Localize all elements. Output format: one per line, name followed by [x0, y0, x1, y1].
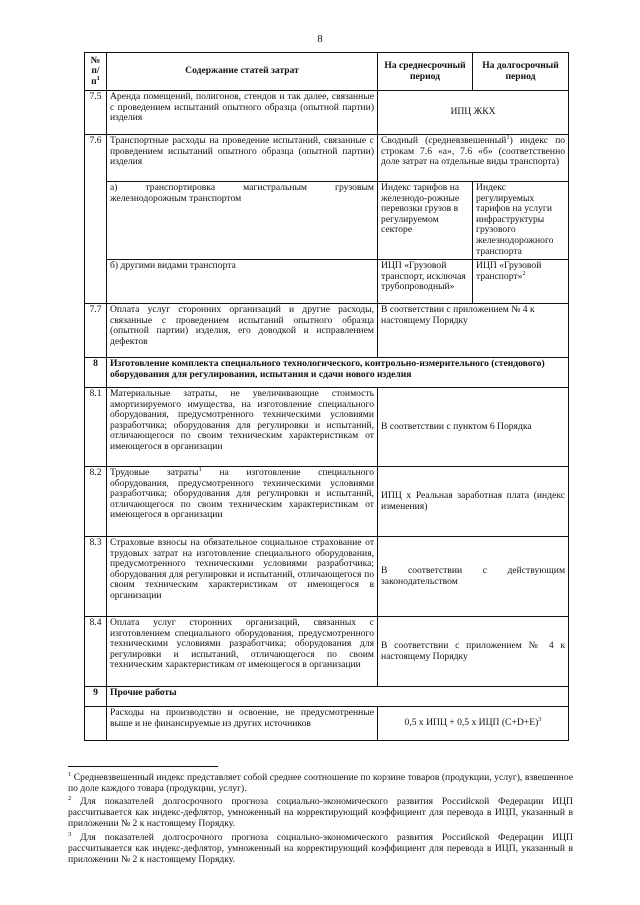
row-value: 0,5 x ИПЦ + 0,5 x ИЦП $(С+D+E)^3$ — [378, 707, 569, 741]
row-value: ИПЦ ЖКХ — [378, 91, 569, 135]
row-value: В соответствии с приложением № 4 к настоящему Порядку — [378, 304, 569, 358]
table-row — [85, 304, 569, 358]
row-number: 7.5 — [85, 91, 107, 135]
row-text: Оплата услуг сторонних организаций и другие расходы, связанные с проведением испытаний опытного образца (опытной партии) изделия, его доводкой и исправлением дефектов — [107, 304, 378, 358]
footnote-2: $^2$ Для показателей долгосрочного прогноза социально-экономического развития Российской Федерации ИЦП рассчитывается как индекс-дефлятор, умноженный на корректирующий коэффициент для перевода в ИЦП, указанный в приложении № 2 к настоящему Порядку. — [68, 794, 573, 829]
table-row — [85, 388, 569, 467]
row-text: Транспортные расходы на проведение испытаний, связанные с проведением испытаний опытного образца (опытной партии) изделия — [107, 135, 378, 182]
row-number: 7.6 — [85, 135, 107, 304]
footnote-3: $^3$ Для показателей долгосрочного прогноза социально-экономического развития Российской Федерации ИЦП рассчитывается как индекс-дефлятор, умноженный на корректирующий коэффициент для перевода в ИЦП, указанный в приложении № 2 к настоящему Порядку. — [68, 830, 573, 865]
row-value: Сводный (средневзвешенный$^1$) индекс по строкам 7.6 «а», 7.6 «б» (соответственно доле затрат на отдельные виды транспорта) — [378, 135, 569, 182]
row-text: Материальные затраты, не увеличивающие стоимость амортизируемого имущества, на изготовление специального оборудования, предусмотренного техническими условиями разработчика; оборудования для регулировки и испытаний, отличающегося по своим техническим характеристикам от имеющегося в организации — [107, 388, 378, 467]
table-row — [85, 135, 569, 182]
row-value: В соответствии с действующим законодательством — [378, 537, 569, 617]
table-row — [85, 467, 569, 537]
row-text: Расходы на производство и освоение, не предусмотренные выше и не финансируемые из других источников — [107, 707, 378, 741]
table-header-row — [85, 53, 569, 91]
page-number: 8 — [317, 33, 323, 45]
row-value-mid: Индекс тарифов на железнодо-рожные перевозки грузов в регулируемом секторе — [378, 182, 473, 260]
row-text: Аренда помещений, полигонов, стендов и так далее, связанные с проведением испытаний опытного образца (опытной партии) изделия — [107, 91, 378, 135]
header-num: № $п/п^1$ — [85, 53, 107, 91]
row-number: 9 — [85, 687, 107, 707]
row-value-mid: ИЦП «Грузовой транспорт, исключая трубопроводный» — [378, 260, 473, 304]
row-value: В соответствии с приложением № 4 к настоящему Порядку — [378, 617, 569, 687]
table-row — [85, 537, 569, 617]
table-row — [85, 182, 569, 260]
row-text: Страховые взносы на обязательное социальное страхование от трудовых затрат на изготовление специального оборудования, предусмотренного техническими условиями разработчика; оборудования для регулировки и испытаний, отличающегося по своим техническим характеристикам от имеющегося в организации — [107, 537, 378, 617]
footnote-divider — [68, 766, 218, 767]
row-number: 8.1 — [85, 388, 107, 467]
section-row — [85, 358, 569, 388]
cost-table — [84, 52, 569, 741]
table-row — [85, 260, 569, 304]
section-title: Прочие работы — [107, 687, 569, 707]
row-value: В соответствии с пунктом 6 Порядка — [378, 388, 569, 467]
header-long-term: На долгосрочный период — [473, 53, 569, 91]
row-number: 7.7 — [85, 304, 107, 358]
header-mid-term: На среднесрочный период — [378, 53, 473, 91]
row-text: а) транспортировка магистральным грузовым железнодорожным транспортом — [107, 182, 378, 260]
section-title: Изготовление комплекта специального технологического, контрольно-измерительного (стендового) оборудования для регулирования, испытания и сдачи нового изделия — [107, 358, 569, 388]
table-row — [85, 707, 569, 741]
row-number — [85, 707, 107, 741]
row-value: ИПЦ x Реальная заработная плата (индекс изменения) — [378, 467, 569, 537]
row-text: Оплата услуг сторонних организаций, связанных с изготовлением специального оборудования, предусмотренного техническими условиями разработчика; оборудования для регулировки и испытаний, отличающегося по своим техническим характеристикам от имеющегося в организации — [107, 617, 378, 687]
row-value-long: ИЦП «Грузовой транспорт»$^2$ — [473, 260, 569, 304]
row-number: 8.4 — [85, 617, 107, 687]
table-row — [85, 617, 569, 687]
header-content: Содержание статей затрат — [107, 53, 378, 91]
row-value-long: Индекс регулируемых тарифов на услуги инфраструктуры грузового железнодорожного транспорта — [473, 182, 569, 260]
row-text: Трудовые затраты$^1$ на изготовление специального оборудования, предусмотренного техническими условиями разработчика; оборудования для регулировки и испытаний, отличающегося по своим техническим характеристикам от имеющегося в организации — [107, 467, 378, 537]
row-number: 8.3 — [85, 537, 107, 617]
row-text: б) другими видами транспорта — [107, 260, 378, 304]
footnote-1: $^1$ Средневзвешенный индекс представляет собой среднее соотношение по корзине товаров (продукции, услуг), взвешенное по доле каждого товара (продукции, услуг). — [68, 770, 573, 794]
table-row — [85, 91, 569, 135]
section-row — [85, 687, 569, 707]
row-number: 8.2 — [85, 467, 107, 537]
row-number: 8 — [85, 358, 107, 388]
